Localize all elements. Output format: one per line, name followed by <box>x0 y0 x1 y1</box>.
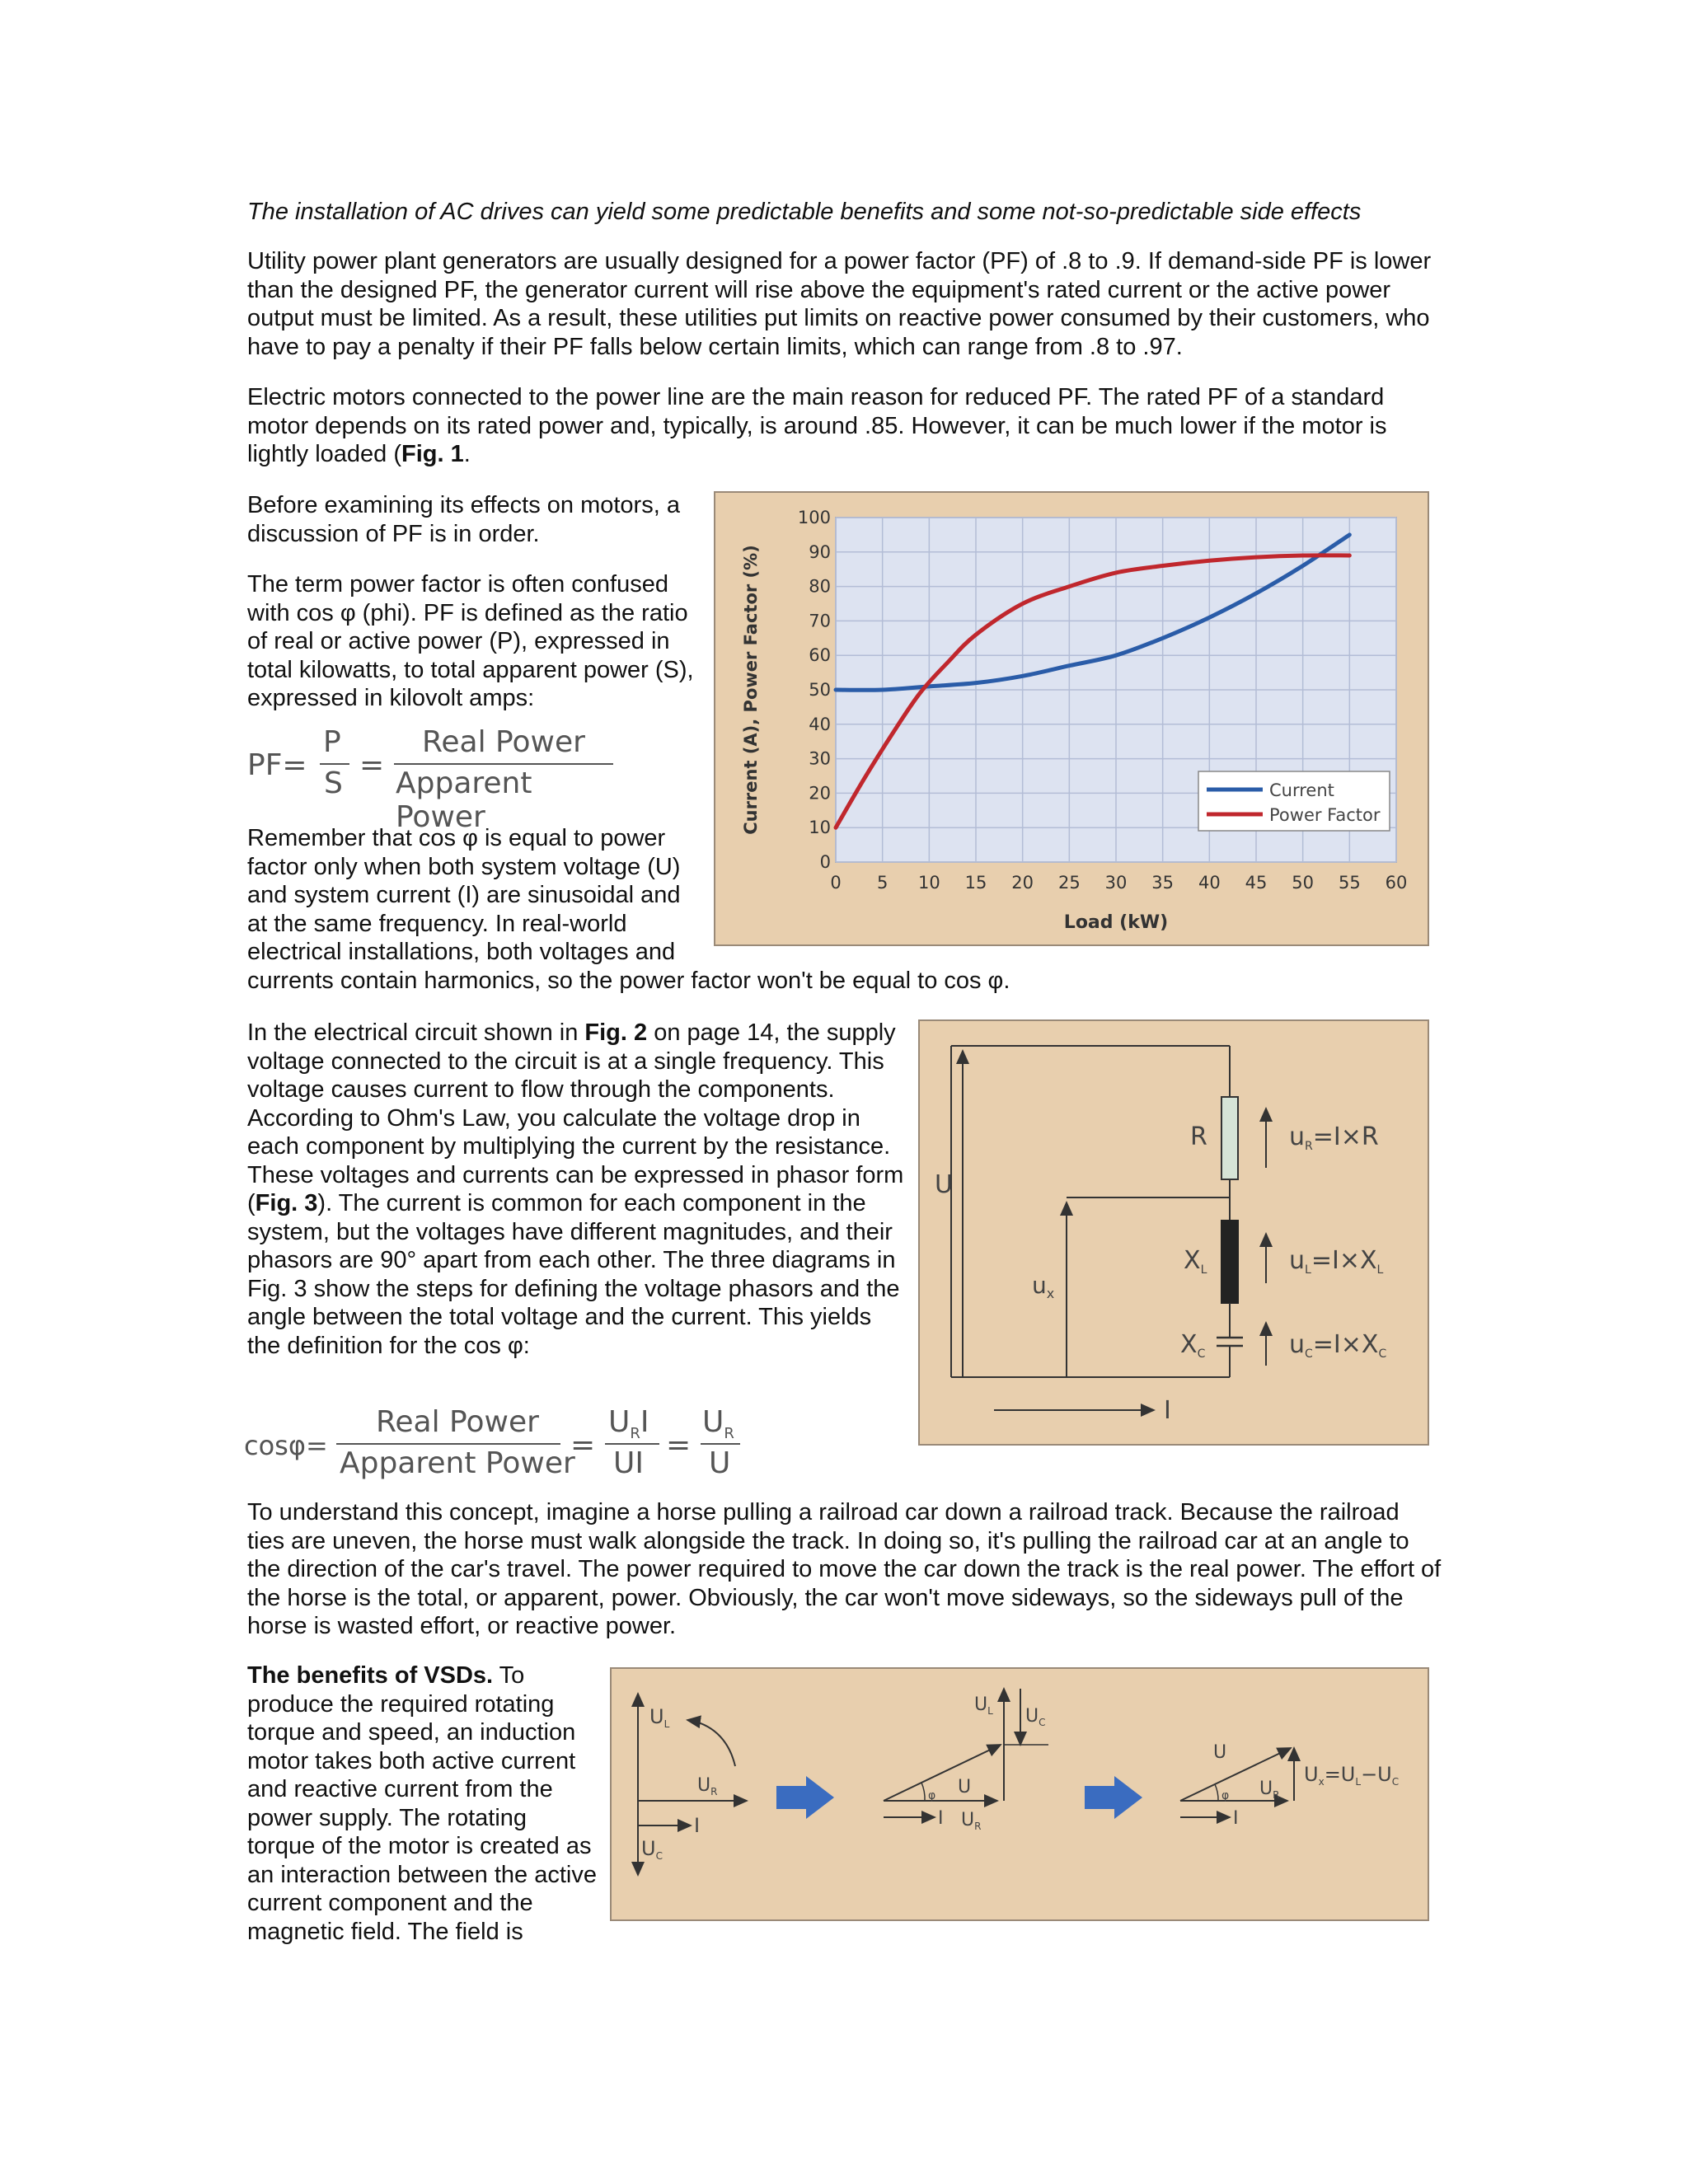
legend-label: Power Factor <box>1269 805 1381 825</box>
svg-text:UC: $U_C$ <box>1025 1706 1046 1728</box>
fig2-ref: Fig. 2 <box>584 1019 648 1046</box>
svg-text:I: I <box>1233 1808 1239 1829</box>
figure-3-phasors <box>610 1667 1429 1921</box>
x-tick-label: 20 <box>1011 873 1034 893</box>
eq2-den2: UI <box>613 1446 644 1480</box>
fig1-ref: Fig. 1 <box>401 441 464 467</box>
x-tick-label: 15 <box>964 873 987 893</box>
y-tick-label: 60 <box>809 645 831 666</box>
x-tick-label: 25 <box>1057 873 1081 893</box>
paragraph-benefits-vsds <box>247 1661 598 1946</box>
equation-cos-phi <box>244 1405 771 1488</box>
eq2-bar3 <box>701 1443 740 1445</box>
y-tick-label: 50 <box>809 680 831 700</box>
eq1-num1: P <box>323 725 341 759</box>
eq2-eq2: = <box>666 1428 692 1462</box>
eq2-num2: $U_RI$ <box>608 1405 649 1443</box>
step-arrow-2 <box>1085 1776 1142 1819</box>
benefits-heading: The benefits of VSDs. <box>247 1662 494 1689</box>
p2-text: Electric motors connected to the power line are the main reason for reduced PF. The rated PF of a standard motor depends on its rated power and, typically, is around .85. However, it can be much lower if the motor is lightly loaded ( <box>247 384 1387 467</box>
y-tick-label: 10 <box>809 818 831 838</box>
svg-text:U: U <box>958 1777 972 1797</box>
svg-text:UL: $U_L$ <box>649 1705 670 1730</box>
eq2-eq1: = <box>570 1428 596 1462</box>
x-tick-label: 50 <box>1292 873 1315 893</box>
eq2-bar1 <box>336 1443 560 1445</box>
chart-svg <box>715 493 1428 944</box>
inductor-xl <box>1221 1221 1238 1303</box>
svg-text:Ux=UL−UC: $U_x=U_L-U_C$ <box>1304 1763 1400 1788</box>
y-tick-label: 80 <box>809 576 831 597</box>
svg-text:UL: $U_L$ <box>974 1694 993 1717</box>
circuit-svg <box>920 1021 1428 1444</box>
y-tick-label: 40 <box>809 714 831 734</box>
step-arrow-1 <box>776 1776 834 1819</box>
x-tick-label: 10 <box>917 873 940 893</box>
svg-text:UR: $U_R$ <box>1259 1779 1280 1801</box>
svg-text:U: U <box>1213 1742 1227 1763</box>
paragraph-electric-motors <box>247 383 1442 469</box>
fig3-ref: Fig. 3 <box>255 1190 318 1216</box>
y-tick-label: 100 <box>797 508 831 527</box>
paragraph-horse-analogy: To understand this concept, imagine a horse pulling a railroad car down a railroad track. Because the railroad ties are uneven, the horse must walk alongside the track. In doing so, it's pulling the railroad car at an angle to the direction of the car's travel. The power required to move the car down the track is the real power. The effort of the horse is the total, or apparent, power. Obviously, the car won't move sideways, so the sideways pull of the horse is wasted effort, or reactive power. <box>247 1499 1442 1639</box>
x-tick-label: 55 <box>1338 873 1361 893</box>
p5-line-2: factor only when both system voltage (U) <box>247 853 681 880</box>
intro-text: The installation of AC drives can yield some predictable benefits and some not-so-predictable side effects <box>247 199 1362 225</box>
x-tick-label: 60 <box>1385 873 1408 893</box>
figure-2-circuit <box>918 1019 1429 1446</box>
x-tick-label: 0 <box>830 873 842 893</box>
eq2-den3: U <box>709 1446 731 1480</box>
label-ul-eq: $u_L=I\times X_L$ <box>1289 1246 1384 1277</box>
x-tick-label: 35 <box>1151 873 1175 893</box>
benefits-text: To produce the required rotating torque and speed, an induction motor takes both active current and reactive current from the power supply. The rotating torque of the motor is created as an interaction between the active current component and the magnetic field. The field is <box>247 1662 597 1945</box>
p6-a: In the electrical circuit shown in <box>247 1019 585 1046</box>
svg-text:φ: φ <box>1221 1789 1230 1802</box>
y-tick-label: 70 <box>809 611 831 631</box>
label-uc-eq: $u_C=I\times X_C$ <box>1289 1330 1387 1361</box>
eq1-bar1 <box>320 763 349 765</box>
phasor-diagram-1 <box>638 1694 747 1875</box>
eq2-bar2 <box>605 1443 659 1445</box>
svg-text:UC: $U_C$ <box>641 1837 663 1862</box>
eq1-eq: = <box>359 748 385 782</box>
paragraph-before-examining: Before examining its effects on motors, a discussion of PF is in order. <box>247 492 680 547</box>
p5-line-5: electrical installations, both voltages and <box>247 939 676 965</box>
p5-line-last: currents contain harmonics, so the power factor won't be equal to cos φ. <box>247 967 1010 994</box>
paragraph-term-pf: The term power factor is often confused with cos φ (phi). PF is defined as the ratio of real or active power (P), expressed in total kilowatts, to total apparent power (S), expressed in kilovolt amps: <box>247 571 694 711</box>
eq2-num1: Real Power <box>376 1405 539 1439</box>
svg-text:φ: φ <box>928 1789 936 1802</box>
y-tick-label: 30 <box>809 748 831 769</box>
legend-label: Current <box>1269 780 1334 800</box>
paragraph-utility-pf: Utility power plant generators are usually designed for a power factor (PF) of .8 to .9. If demand-side PF is lower than the designed PF, the generator current will rise above the equipment's rated current or the active power output must be limited. As a result, these utilities put limits on reactive power consumed by their customers, who have to pay a penalty if their PF falls below certain limits, which can range from .8 to .97. <box>247 248 1432 360</box>
paragraph-electrical-circuit <box>247 1019 911 1360</box>
label-i: I <box>1164 1396 1171 1425</box>
figure-1-chart <box>714 491 1429 946</box>
svg-text:I: I <box>694 1814 701 1837</box>
eq1-lhs: PF= <box>247 748 307 782</box>
y-tick-label: 0 <box>819 852 831 872</box>
label-r: R <box>1190 1122 1207 1151</box>
label-u: U <box>935 1170 953 1199</box>
x-axis-label: Load (kW) <box>1063 912 1169 933</box>
eq2-den1: Apparent Power <box>340 1446 575 1480</box>
p5-line-4: at the same frequency. In real-world <box>247 910 627 937</box>
p5-line-3: and system current (I) are sinusoidal and <box>247 882 681 908</box>
y-axis-label: Current (A), Power Factor (%) <box>741 545 761 835</box>
svg-text:UR: $U_R$ <box>697 1775 718 1797</box>
x-tick-label: 40 <box>1198 873 1221 893</box>
eq2-num3: $U_R$ <box>702 1405 734 1443</box>
p5-line-1: Remember that cos φ is equal to power <box>247 825 666 851</box>
p6-b: on page 14, the supply voltage connected to the circuit is at a single frequency. This voltage causes current to flow through the components. According to Ohm's Law, you calculate the voltage drop in each component by multiplying the current by the resistance. These voltages and currents can be expressed in phasor form ( <box>247 1019 904 1216</box>
x-tick-label: 30 <box>1104 873 1128 893</box>
y-tick-label: 20 <box>809 783 831 804</box>
eq1-num2: Real Power <box>422 725 585 759</box>
y-tick-label: 90 <box>809 541 831 562</box>
x-tick-label: 5 <box>876 873 889 893</box>
eq1-bar2 <box>394 763 613 765</box>
label-ur-eq: $u_R=I\times R$ <box>1289 1122 1379 1153</box>
resistor-r <box>1221 1097 1238 1179</box>
eq1-den2: Apparent Power <box>396 766 532 834</box>
label-xc: $X_C$ <box>1180 1330 1206 1361</box>
svg-text:I: I <box>938 1808 944 1829</box>
phasor-diagram-2 <box>884 1689 1048 1832</box>
equation-pf <box>247 725 626 834</box>
label-ux: $u_x$ <box>1032 1272 1055 1301</box>
x-tick-label: 45 <box>1245 873 1268 893</box>
p6-c: ). The current is common for each component in the system, but the voltages have different magnitudes, and their phasors are 90° apart from each other. The three diagrams in Fig. 3 show the steps for defining the voltage phasors and the angle between the total voltage and the current. This yields the definition for the cos φ: <box>247 1190 900 1359</box>
p2-end: . <box>463 441 471 467</box>
svg-text:UR: $U_R$ <box>961 1810 982 1832</box>
eq1-den1: S <box>324 766 343 800</box>
eq2-lhs: cosφ= <box>244 1430 328 1461</box>
phasor-diagram-3 <box>1180 1742 1399 1829</box>
label-xl: $X_L$ <box>1184 1246 1207 1277</box>
phasor-svg <box>612 1669 1428 1919</box>
